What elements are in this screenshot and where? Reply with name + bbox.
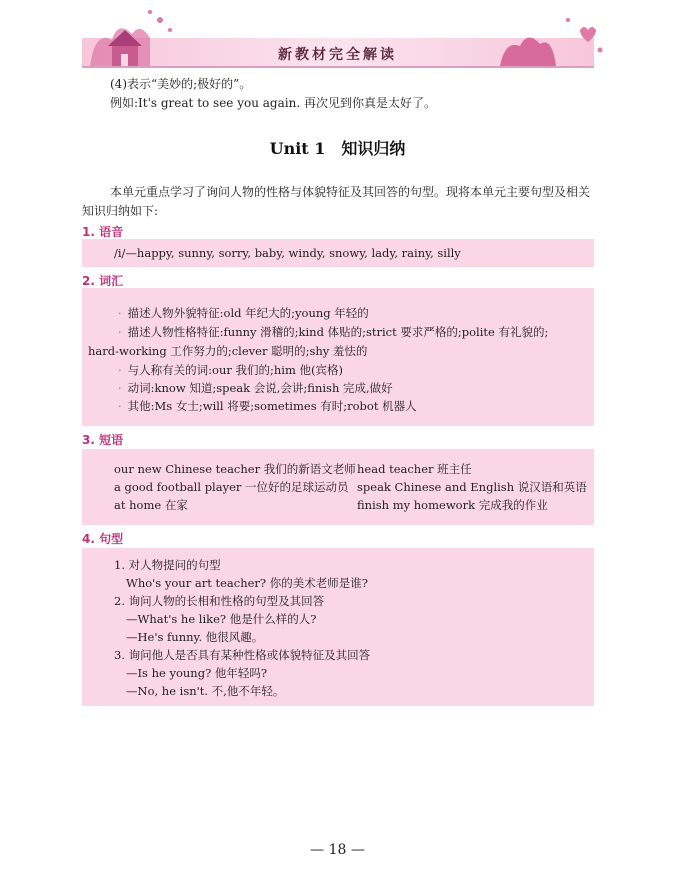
sentences-box (82, 548, 594, 706)
bullet-icon: · (118, 381, 122, 395)
top-item-4: (4)表示“美妙的;极好的”。 (110, 77, 252, 91)
section-label-vocab: 2. 词汇 (82, 274, 124, 288)
sentence-line: —No, he isn't. 不,他不年轻。 (126, 684, 285, 698)
bullet-icon: · (118, 325, 122, 339)
vocab-item: · 描述人物性格特征:funny 滑稽的;kind 体贴的;strict 要求严格的;polite 有礼貌的; (118, 325, 549, 339)
bullet-icon: · (118, 363, 122, 377)
header-divider (82, 66, 594, 68)
section-label-phonics: 1. 语音 (82, 225, 124, 239)
phonics-box (82, 239, 594, 267)
phrase-item: at home 在家 (114, 498, 188, 512)
bullet-icon: · (118, 306, 122, 320)
header-title: 新教材完全解读 (278, 47, 397, 63)
top-example: 例如:It's great to see you again. 再次见到你真是太好了。 (110, 96, 436, 110)
phrase-item: finish my homework 完成我的作业 (357, 498, 548, 512)
sentence-line: —Is he young? 他年轻吗? (126, 666, 268, 680)
sentence-line: —What's he like? 他是什么样的人? (126, 612, 317, 626)
sentence-line: Who's your art teacher? 你的美术老师是谁? (126, 576, 368, 590)
phrase-item: a good football player 一位好的足球运动员 (114, 480, 349, 494)
sentence-heading: 3. 询问他人是否具有某种性格或体貌特征及其回答 (114, 648, 371, 662)
sentence-line: —He's funny. 他很风趣。 (126, 630, 264, 644)
vocab-item-continued: hard-working 工作努力的;clever 聪明的;shy 羞怯的 (88, 344, 368, 358)
vocab-item: · 与人称有关的词:our 我们的;him 他(宾格) (118, 363, 344, 377)
sentence-heading: 2. 询问人物的长相和性格的句型及其回答 (114, 594, 325, 608)
phrases-box (82, 449, 594, 525)
vocab-item: · 动词:know 知道;speak 会说,会讲;finish 完成,做好 (118, 381, 393, 395)
section-label-phrases: 3. 短语 (82, 433, 124, 447)
bullet-icon: · (118, 399, 122, 413)
phonics-text: /i/—happy, sunny, sorry, baby, windy, snowy, lady, rainy, silly (114, 246, 461, 260)
vocab-item: · 描述人物外貌特征:old 年纪大的;young 年轻的 (118, 306, 369, 320)
phrase-item: our new Chinese teacher 我们的新语文老师 (114, 462, 356, 476)
section-label-sentences: 4. 句型 (82, 532, 124, 546)
sentence-heading: 1. 对人物提问的句型 (114, 558, 221, 572)
intro-paragraph: 本单元重点学习了询问人物的性格与体貌特征及其回答的句型。现将本单元主要句型及相关知识归纳如下: (82, 185, 591, 218)
vocab-item: · 其他:Ms 女士;will 将要;sometimes 有时;robot 机器人 (118, 399, 417, 413)
unit-title: Unit 1 知识归纳 (269, 139, 406, 158)
page-header (0, 0, 675, 70)
vocab-box (82, 288, 594, 426)
phrase-item: head teacher 班主任 (357, 462, 472, 476)
phrase-item: speak Chinese and English 说汉语和英语 (357, 480, 587, 494)
page-number: — 18 — (310, 842, 365, 858)
